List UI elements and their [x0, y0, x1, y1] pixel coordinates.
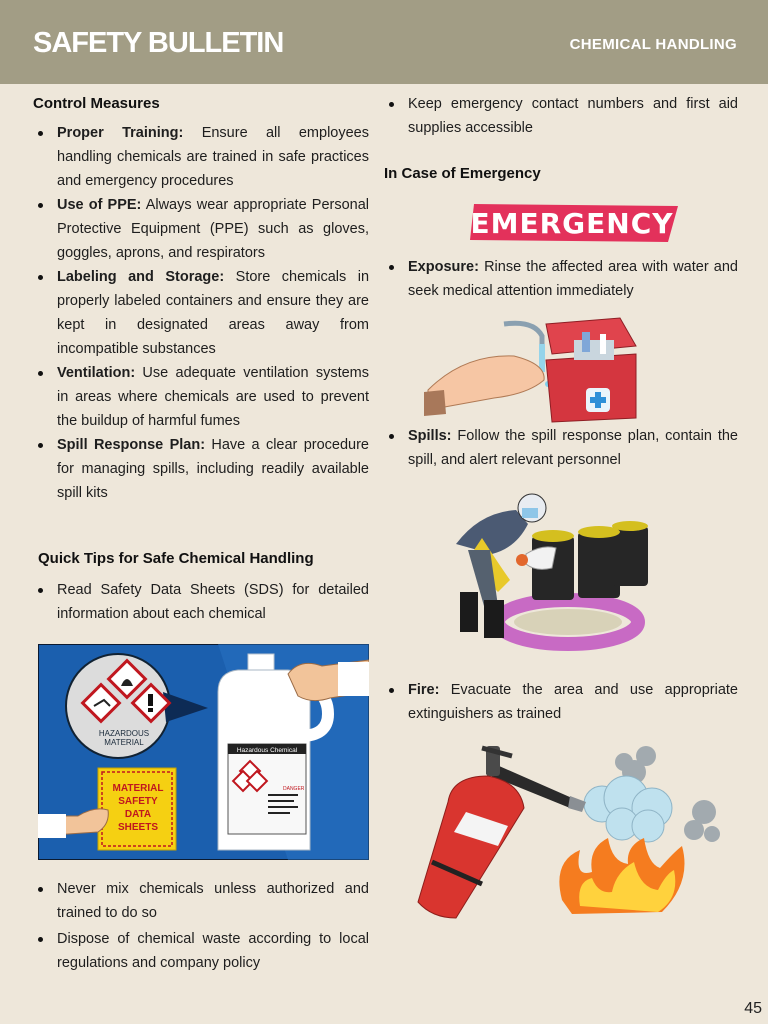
bottle-label: Hazardous Chemical: [236, 747, 298, 754]
bulletin-title: SAFETY BULLETIN: [33, 27, 284, 59]
item-text: Always wear appropriate Personal Protective Equipment (PPE) such as gloves, goggles, aprons, and respirators: [57, 197, 369, 261]
item-text: Evacuate the area and use appropriate extinguishers as trained: [408, 682, 738, 722]
emergency-spills: [384, 424, 738, 472]
svg-text:SAFETY: SAFETY: [118, 796, 158, 807]
emergency-banner-text: EMERGENCY: [470, 207, 674, 240]
item-term: Spills:: [408, 428, 452, 444]
quick-tips-list-bottom: [33, 877, 369, 975]
spill-illustration: [440, 488, 650, 664]
control-measures-list: [33, 121, 369, 505]
left-column: [33, 95, 369, 505]
list-item: [33, 121, 369, 193]
item-term: Spill Response Plan:: [57, 437, 206, 453]
svg-text:MATERIAL: MATERIAL: [112, 783, 164, 794]
emergency-exposure: [384, 255, 738, 303]
fire-extinguisher-illustration: [412, 742, 722, 922]
item-term: Proper Training:: [57, 125, 184, 141]
item-text: Follow the spill response plan, contain the spill, and alert relevant personnel: [408, 428, 738, 468]
emergency-fire: [384, 678, 738, 726]
item-term: Exposure:: [408, 259, 479, 275]
svg-text:DANGER: DANGER: [283, 786, 305, 792]
hazardous-material-label: HAZARDOUS: [98, 729, 150, 738]
list-item: Read Safety Data Sheets (SDS) for detailed information about each chemical: [33, 578, 369, 626]
page-number: 45: [744, 1000, 762, 1017]
emergency-banner: [468, 200, 680, 246]
list-item: [384, 255, 738, 303]
list-item: [33, 193, 369, 265]
control-measures-heading: Control Measures: [33, 95, 160, 112]
item-text: Store chemicals in properly labeled containers and ensure they are kept in designated areas away from incompatible substances: [57, 269, 370, 357]
item-term: Ventilation:: [57, 365, 136, 381]
item-text: Use adequate ventilation systems in areas where chemicals are used to prevent the buildup of harmful fumes: [57, 365, 369, 429]
svg-text:DATA: DATA: [124, 809, 152, 820]
item-text: Have a clear procedure for managing spills, including readily available spill kits: [57, 437, 369, 501]
list-item: [33, 265, 369, 361]
list-item: Keep emergency contact numbers and first aid supplies accessible: [384, 92, 738, 140]
item-text: Rinse the affected area with water and seek medical attention immediately: [408, 259, 738, 299]
section-title: CHEMICAL HANDLING: [569, 36, 737, 53]
item-term: Labeling and Storage:: [57, 269, 225, 285]
sds-illustration: [38, 644, 369, 860]
list-item: [33, 433, 369, 505]
item-term: Use of PPE:: [57, 197, 142, 213]
list-item: [384, 678, 738, 726]
first-aid-illustration: [424, 314, 640, 426]
svg-text:MATERIAL: MATERIAL: [104, 738, 144, 747]
list-item: [384, 424, 738, 472]
list-item: [33, 361, 369, 433]
quick-tips-list-continued: [384, 92, 738, 140]
emergency-heading: In Case of Emergency: [384, 165, 541, 182]
quick-tips-list-top: [33, 578, 369, 626]
quick-tips-heading: Quick Tips for Safe Chemical Handling: [38, 550, 314, 567]
item-term: Fire:: [408, 682, 440, 698]
item-text: Ensure all employees handling chemicals are trained in safe practices and emergency procedures: [57, 125, 369, 189]
header-bar: [0, 0, 768, 84]
svg-text:SHEETS: SHEETS: [117, 822, 159, 833]
list-item: Dispose of chemical waste according to local regulations and company policy: [33, 927, 369, 975]
list-item: Never mix chemicals unless authorized and trained to do so: [33, 877, 369, 925]
